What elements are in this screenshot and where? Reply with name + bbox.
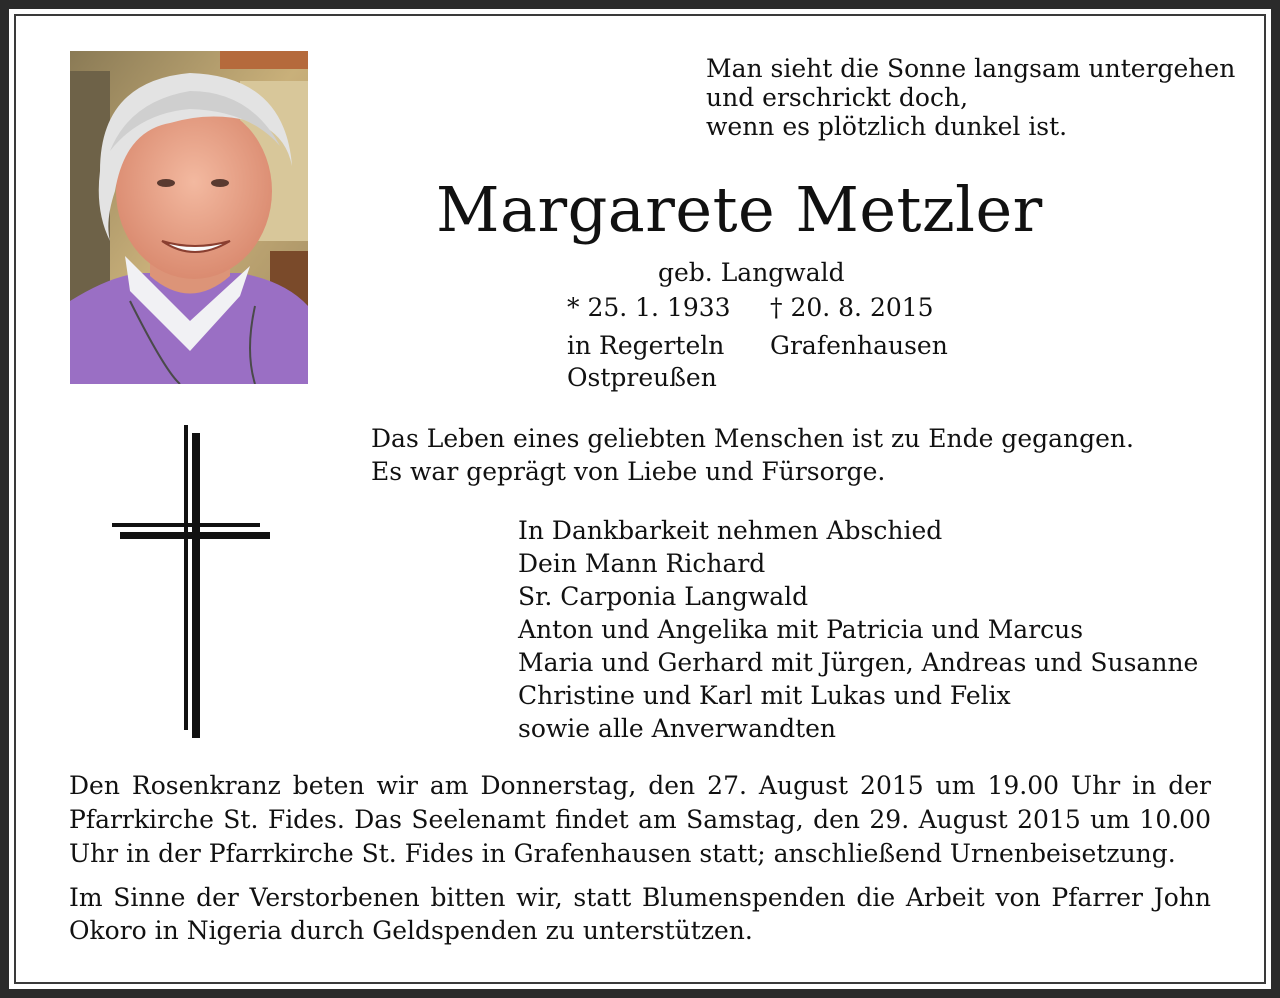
mourner-line: Anton und Angelika mit Patricia und Marcus [518,615,1084,644]
birth-place [567,330,724,394]
intro-line: Das Leben eines geliebten Menschen ist zu Ende gegangen. [371,424,1134,453]
death-place: Grafenhausen [770,331,948,360]
deceased-name: Margarete Metzler [436,173,1043,246]
poem-line: und erschrickt doch, [706,83,969,112]
intro-text [371,422,1134,488]
maiden-name: geb. Langwald [658,258,845,287]
mourner-line: Christine und Karl mit Lukas und Felix [518,681,1011,710]
intro-line: Es war geprägt von Liebe und Fürsorge. [371,457,886,486]
mourner-line: In Dankbarkeit nehmen Abschied [518,516,943,545]
death-date: † 20. 8. 2015 [770,293,934,322]
mourner-line: Sr. Carponia Langwald [518,582,809,611]
poem [706,54,1235,141]
cross-icon [112,425,272,740]
service-info: Den Rosenkranz beten wir am Donnerstag, den 27. August 2015 um 19.00 Uhr in der Pfarrkirche St. Fides. Das Seelenamt findet am Samstag, den 29. August 2015 um 10.00 Uhr in der Pfarrkirche St. Fides in Grafenhausen statt; anschließend Urnenbeisetzung. [69,771,1211,868]
birth-place-line: Ostpreußen [567,363,717,392]
birth-date: * 25. 1. 1933 [567,293,731,322]
mourner-line: Dein Mann Richard [518,549,766,578]
portrait-photo [70,51,308,384]
donation-request: Im Sinne der Verstorbenen bitten wir, statt Blumenspenden die Arbeit von Pfarrer John Okoro in Nigeria durch Geldspenden zu unterstützen. [69,883,1211,945]
birth-place-line: in Regerteln [567,331,725,360]
mourner-line: Maria und Gerhard mit Jürgen, Andreas und Susanne [518,648,1199,677]
poem-line: wenn es plötzlich dunkel ist. [706,112,1068,141]
poem-line: Man sieht die Sonne langsam untergehen [706,54,1236,83]
mourner-line: sowie alle Anverwandten [518,714,837,743]
mourners-list [518,514,1198,745]
